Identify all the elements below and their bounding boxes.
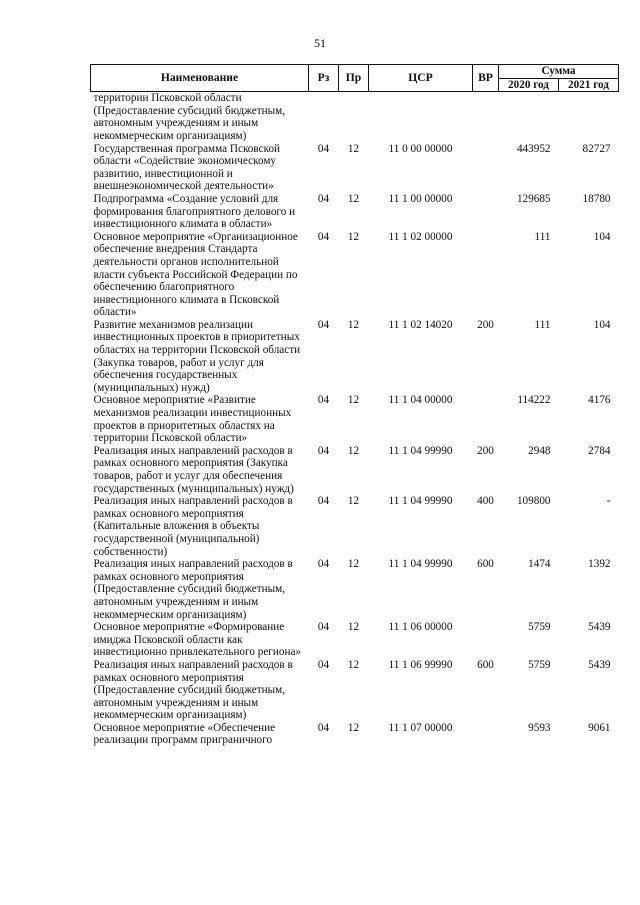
cell-s2020: 114222 xyxy=(517,394,551,407)
table-header xyxy=(91,65,619,92)
cell-pr: 12 xyxy=(347,394,360,407)
cell-s2021: 104 xyxy=(593,230,611,243)
table-row xyxy=(91,722,619,747)
cell-name: Государственная программа Псковской области «Содействие экономическому развитию, инвестиционной и внешнеэкономической деятельности» xyxy=(93,142,281,193)
cell-vr xyxy=(473,143,499,193)
cell-pr: 12 xyxy=(347,444,360,457)
cell-rz: 04 xyxy=(317,558,330,571)
cell-rz: 04 xyxy=(317,394,330,407)
table-row xyxy=(91,231,619,319)
cell-s2021: 5439 xyxy=(588,621,611,634)
cell-s2020: 1474 xyxy=(528,558,551,571)
table-row xyxy=(91,495,619,558)
cell-rz: 04 xyxy=(317,495,330,508)
header-summa: Сумма xyxy=(499,65,619,79)
cell-pr: 12 xyxy=(347,318,360,331)
cell-name: Основное мероприятие «Обеспечение реализации программ приграничного xyxy=(93,721,276,747)
cell-csr: 11 1 04 99990 xyxy=(388,444,453,457)
cell-s2020: 2948 xyxy=(528,444,551,457)
cell-csr: 11 1 07 00000 xyxy=(388,721,453,734)
cell-csr: 11 1 06 00000 xyxy=(388,621,453,634)
cell-csr: 11 1 02 14020 xyxy=(388,318,453,331)
cell-s2021: 104 xyxy=(593,318,611,331)
cell-s2020: 129685 xyxy=(516,192,551,205)
cell-rz: 04 xyxy=(317,142,330,155)
cell-pr: 12 xyxy=(347,658,360,671)
cell-name: Подпрограмма «Создание условий для формирования благоприятного делового и инвестиционного климата в области» xyxy=(93,192,296,231)
cell-rz xyxy=(309,92,339,143)
cell-csr: 11 1 06 99990 xyxy=(388,658,453,671)
cell-s2020: 5759 xyxy=(528,658,551,671)
cell-rz: 04 xyxy=(317,230,330,243)
cell-csr: 11 1 00 00000 xyxy=(388,192,453,205)
table-row xyxy=(91,659,619,722)
cell-s2021: 1392 xyxy=(588,558,611,571)
header-pr: Пр xyxy=(339,65,369,92)
cell-vr xyxy=(473,193,499,231)
cell-s2020: 111 xyxy=(534,230,551,243)
cell-pr: 12 xyxy=(347,192,360,205)
cell-pr: 12 xyxy=(347,142,360,155)
budget-table xyxy=(90,64,619,747)
cell-s2020: 109800 xyxy=(516,495,551,508)
cell-s2021: 4176 xyxy=(588,394,611,407)
header-year-2020: 2020 год xyxy=(499,78,559,92)
cell-s2020: 9593 xyxy=(528,721,551,734)
cell-vr: 600 xyxy=(477,558,494,571)
cell-rz: 04 xyxy=(317,318,330,331)
cell-name: территории Псковской области (Предоставление субсидий бюджетным, автономным учреждениям и иным некоммерческим организациям) xyxy=(93,92,286,142)
cell-csr: 11 1 02 00000 xyxy=(388,230,453,243)
cell-vr: 200 xyxy=(477,318,494,331)
cell-name: Развитие механизмов реализации инвестиционных проектов в приоритетных областях на территории Псковской области (Закупка товаров, работ и услуг для обеспечения государственных (муниципальных) нужд) xyxy=(93,318,301,394)
cell-vr xyxy=(473,722,499,747)
cell-name: Основное мероприятие «Формирование имиджа Псковской области как инвестиционно привлекательного региона» xyxy=(93,621,301,659)
cell-pr: 12 xyxy=(347,621,360,634)
cell-pr: 12 xyxy=(347,230,360,243)
cell-s2021 xyxy=(559,92,619,143)
table-row xyxy=(91,558,619,621)
header-year-2021: 2021 год xyxy=(559,78,619,92)
cell-s2021: 18780 xyxy=(582,192,611,205)
cell-csr: 11 1 04 99990 xyxy=(388,558,453,571)
cell-vr: 400 xyxy=(477,495,494,508)
cell-vr xyxy=(473,621,499,659)
cell-vr: 600 xyxy=(477,658,494,671)
cell-rz: 04 xyxy=(317,721,330,734)
cell-name: Основное мероприятие «Организационное обеспечение внедрения Стандарта деятельности органов исполнительной власти субъекта Российской Федерации по обеспечению благоприятного инвестиционного климата в Псковской области» xyxy=(93,230,298,319)
cell-rz: 04 xyxy=(317,621,330,634)
table-row xyxy=(91,92,619,143)
cell-name: Реализация иных направлений расходов в рамках основного мероприятия (Закупка товаров, работ и услуг для обеспечения государственных (муниципальных) нужд) xyxy=(93,444,294,495)
cell-rz: 04 xyxy=(317,658,330,671)
cell-name: Основное мероприятие «Развитие механизмов реализации инвестиционных проектов в приоритетных областях на территории Псковской области» xyxy=(93,394,292,445)
header-rz: Рз xyxy=(309,65,339,92)
table-row xyxy=(91,394,619,444)
cell-s2021: 5439 xyxy=(588,658,611,671)
header-csr: ЦСР xyxy=(369,65,473,92)
cell-vr xyxy=(473,394,499,444)
table-row xyxy=(91,319,619,395)
cell-csr xyxy=(369,92,473,143)
cell-name: Реализация иных направлений расходов в рамках основного мероприятия (Предоставление субсидий бюджетным, автономным учреждениям и иным некоммерческим организациям) xyxy=(93,558,293,621)
table-row xyxy=(91,445,619,495)
cell-csr: 11 0 00 00000 xyxy=(388,142,453,155)
cell-s2020 xyxy=(499,92,559,143)
cell-pr: 12 xyxy=(347,495,360,508)
cell-pr: 12 xyxy=(347,721,360,734)
cell-csr: 11 1 04 99990 xyxy=(388,495,453,508)
table-row xyxy=(91,193,619,231)
header-name: Наименование xyxy=(91,65,309,92)
cell-s2021: 9061 xyxy=(588,721,611,734)
cell-rz: 04 xyxy=(317,444,330,457)
cell-name: Реализация иных направлений расходов в рамках основного мероприятия (Капитальные вложения в объекты государственной (муниципальной) собственности) xyxy=(93,495,293,558)
cell-s2020: 443952 xyxy=(516,142,551,155)
cell-rz: 04 xyxy=(317,192,330,205)
page-number: 51 xyxy=(314,36,326,50)
cell-vr xyxy=(473,231,499,319)
cell-pr xyxy=(339,92,369,143)
cell-name: Реализация иных направлений расходов в рамках основного мероприятия (Предоставление субсидий бюджетным, автономным учреждениям и иным некоммерческим организациям) xyxy=(93,658,293,722)
table-row xyxy=(91,621,619,659)
cell-csr: 11 1 04 00000 xyxy=(388,394,453,407)
table-body xyxy=(91,92,619,747)
header-vr: ВР xyxy=(473,65,499,92)
cell-s2020: 5759 xyxy=(528,621,551,634)
cell-s2020: 111 xyxy=(534,318,551,331)
cell-s2021: 82727 xyxy=(582,142,611,155)
cell-pr: 12 xyxy=(347,558,360,571)
cell-vr xyxy=(473,92,499,143)
cell-s2021: - xyxy=(606,495,611,508)
table-row xyxy=(91,143,619,193)
cell-vr: 200 xyxy=(477,444,494,457)
cell-s2021: 2784 xyxy=(588,444,611,457)
